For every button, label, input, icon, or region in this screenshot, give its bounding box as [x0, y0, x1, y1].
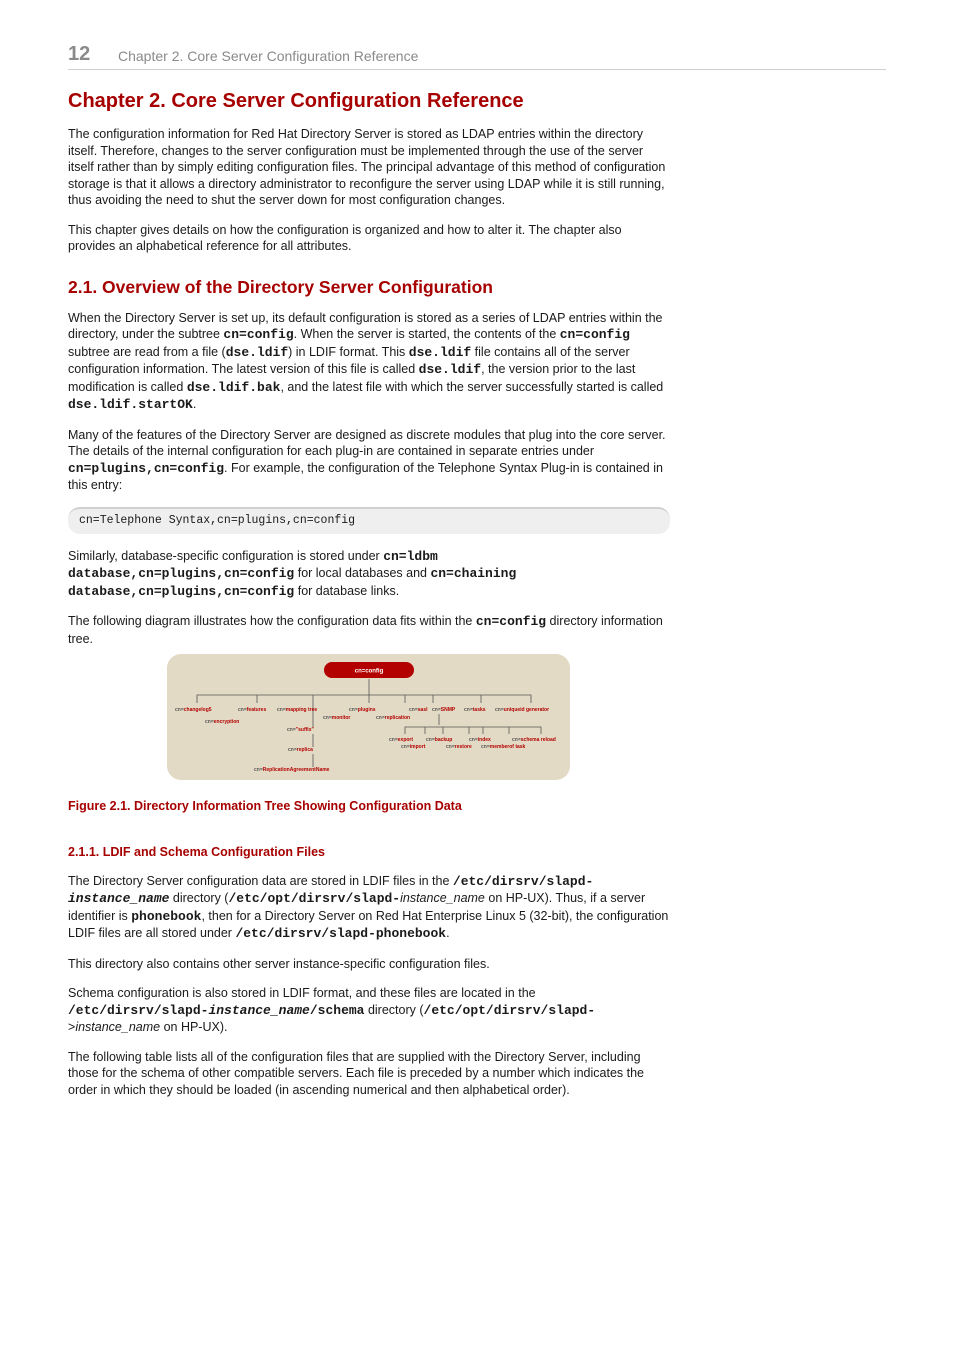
running-title: Chapter 2. Core Server Configuration Reference [118, 48, 419, 64]
diagram-node: cn=export [389, 737, 414, 743]
subsection-title: 2.1.1. LDIF and Schema Configuration Files [68, 844, 325, 859]
overview-paragraph-4: The following diagram illustrates how the configuration data fits within the cn=config directory information tree. [68, 614, 663, 646]
diagram-node: cn=uniqueid generator [495, 707, 550, 713]
overview-paragraph-3: Similarly, database-specific configuration is stored under cn=ldbm database,cn=plugins,cn=config for local databases and cn=chaining database,cn=plugins,cn=config for database links. [68, 548, 517, 599]
diagram-node: cn=mapping tree [277, 707, 318, 713]
diagram-node: cn=plugins [349, 707, 376, 713]
diagram-svg [167, 654, 570, 780]
intro-paragraph-1: The configuration information for Red Hat Directory Server is stored as LDAP entries within the directory itself. Therefore, changes to the server configuration must be implemented through the use of the server itself rather than by simply editing configuration files. The principal advantage of this method of configuration storage is that it allows a directory administrator to reconfigure the server using LDAP while it is still running, thus avoiding the need to shut the server down for most configuration changes. [68, 127, 666, 207]
page-number: 12 [68, 43, 91, 65]
diagram-node: cn=memberof task [481, 744, 526, 750]
diagram-node: cn=encryption [205, 719, 240, 725]
diagram-node: cn=changelog5 [175, 707, 212, 713]
directory-tree-diagram [167, 654, 570, 780]
page-header [68, 42, 886, 70]
diagram-node: cn=replication [376, 715, 411, 721]
diagram-node: cn=import [401, 744, 426, 750]
overview-paragraph-2: Many of the features of the Directory Server are designed as discrete modules that plug into the core server. The details of the internal configuration for each plug-in are contained in separate entries under cn=plugins,cn=config. For example, the configuration of the Telephone Syntax Plug-in is contained in this entry: [68, 427, 666, 492]
ldif-paragraph-1: The Directory Server configuration data are stored in LDIF files in the /etc/dirsrv/slapd-instance_name directory (/etc/opt/dirsrv/slapd-instance_name on HP-UX). Thus, if a server identifier is phonebook, then for a Directory Server on Red Hat Enterprise Linux 5 (32-bit), the configuration LDIF files are all stored under /etc/dirsrv/slapd-phonebook. [68, 873, 669, 941]
diagram-node: cn=SNMP [432, 707, 456, 713]
diagram-node: cn=tasks [464, 707, 486, 713]
overview-paragraph-1: When the Directory Server is set up, its default configuration is stored as a series of LDAP entries within the directory, under the subtree cn=config. When the server is started, the contents of the cn=config subtree are read from a file (dse.ldif) in LDIF format. This dse.ldif file contains all of the server configuration information. The latest version of this file is called dse.ldif, the version prior to the last modification is called dse.ldif.bak, and the latest file with which the server successfully started is called dse.ldif.startOK. [68, 310, 664, 412]
diagram-node: cn=backup [426, 737, 453, 743]
code-block: cn=Telephone Syntax,cn=plugins,cn=config [68, 507, 670, 534]
section-title: 2.1. Overview of the Directory Server Configuration [68, 276, 493, 297]
diagram-node: cn="suffix" [287, 727, 314, 733]
figure-caption: Figure 2.1. Directory Information Tree Showing Configuration Data [68, 799, 462, 813]
page-content [68, 90, 670, 1111]
diagram-node: cn=index [469, 737, 491, 743]
ldif-paragraph-2: This directory also contains other server instance-specific configuration files. [68, 956, 490, 971]
diagram-node: cn=replica [288, 747, 313, 753]
intro-paragraph-2: This chapter gives details on how the configuration is organized and how to alter it. The chapter also provides an alphabetical reference for all attributes. [68, 222, 622, 253]
ldif-paragraph-3: Schema configuration is also stored in LDIF format, and these files are located in the /etc/dirsrv/slapd-instance_name/schema directory (/etc/opt/dirsrv/slapd->instance_name on HP-UX). [68, 986, 596, 1034]
diagram-node: cn=sasl [409, 707, 428, 713]
diagram-node: cn=schema reload [512, 737, 556, 743]
ldif-paragraph-4: The following table lists all of the configuration files that are supplied with the Directory Server, including those for the schema of other compatible servers. Each file is preceded by a number which indicates the order in which they should be loaded (in ascending numerical and then alphabetical order). [68, 1049, 644, 1097]
diagram-node: cn=monitor [323, 715, 351, 721]
diagram-node: cn=ReplicationAgreementName [254, 767, 330, 773]
diagram-node: cn=restore [446, 744, 472, 750]
diagram-node: cn=features [238, 707, 267, 713]
diagram-root: cn=config [354, 668, 384, 675]
chapter-title: Chapter 2. Core Server Configuration Reference [68, 90, 524, 112]
